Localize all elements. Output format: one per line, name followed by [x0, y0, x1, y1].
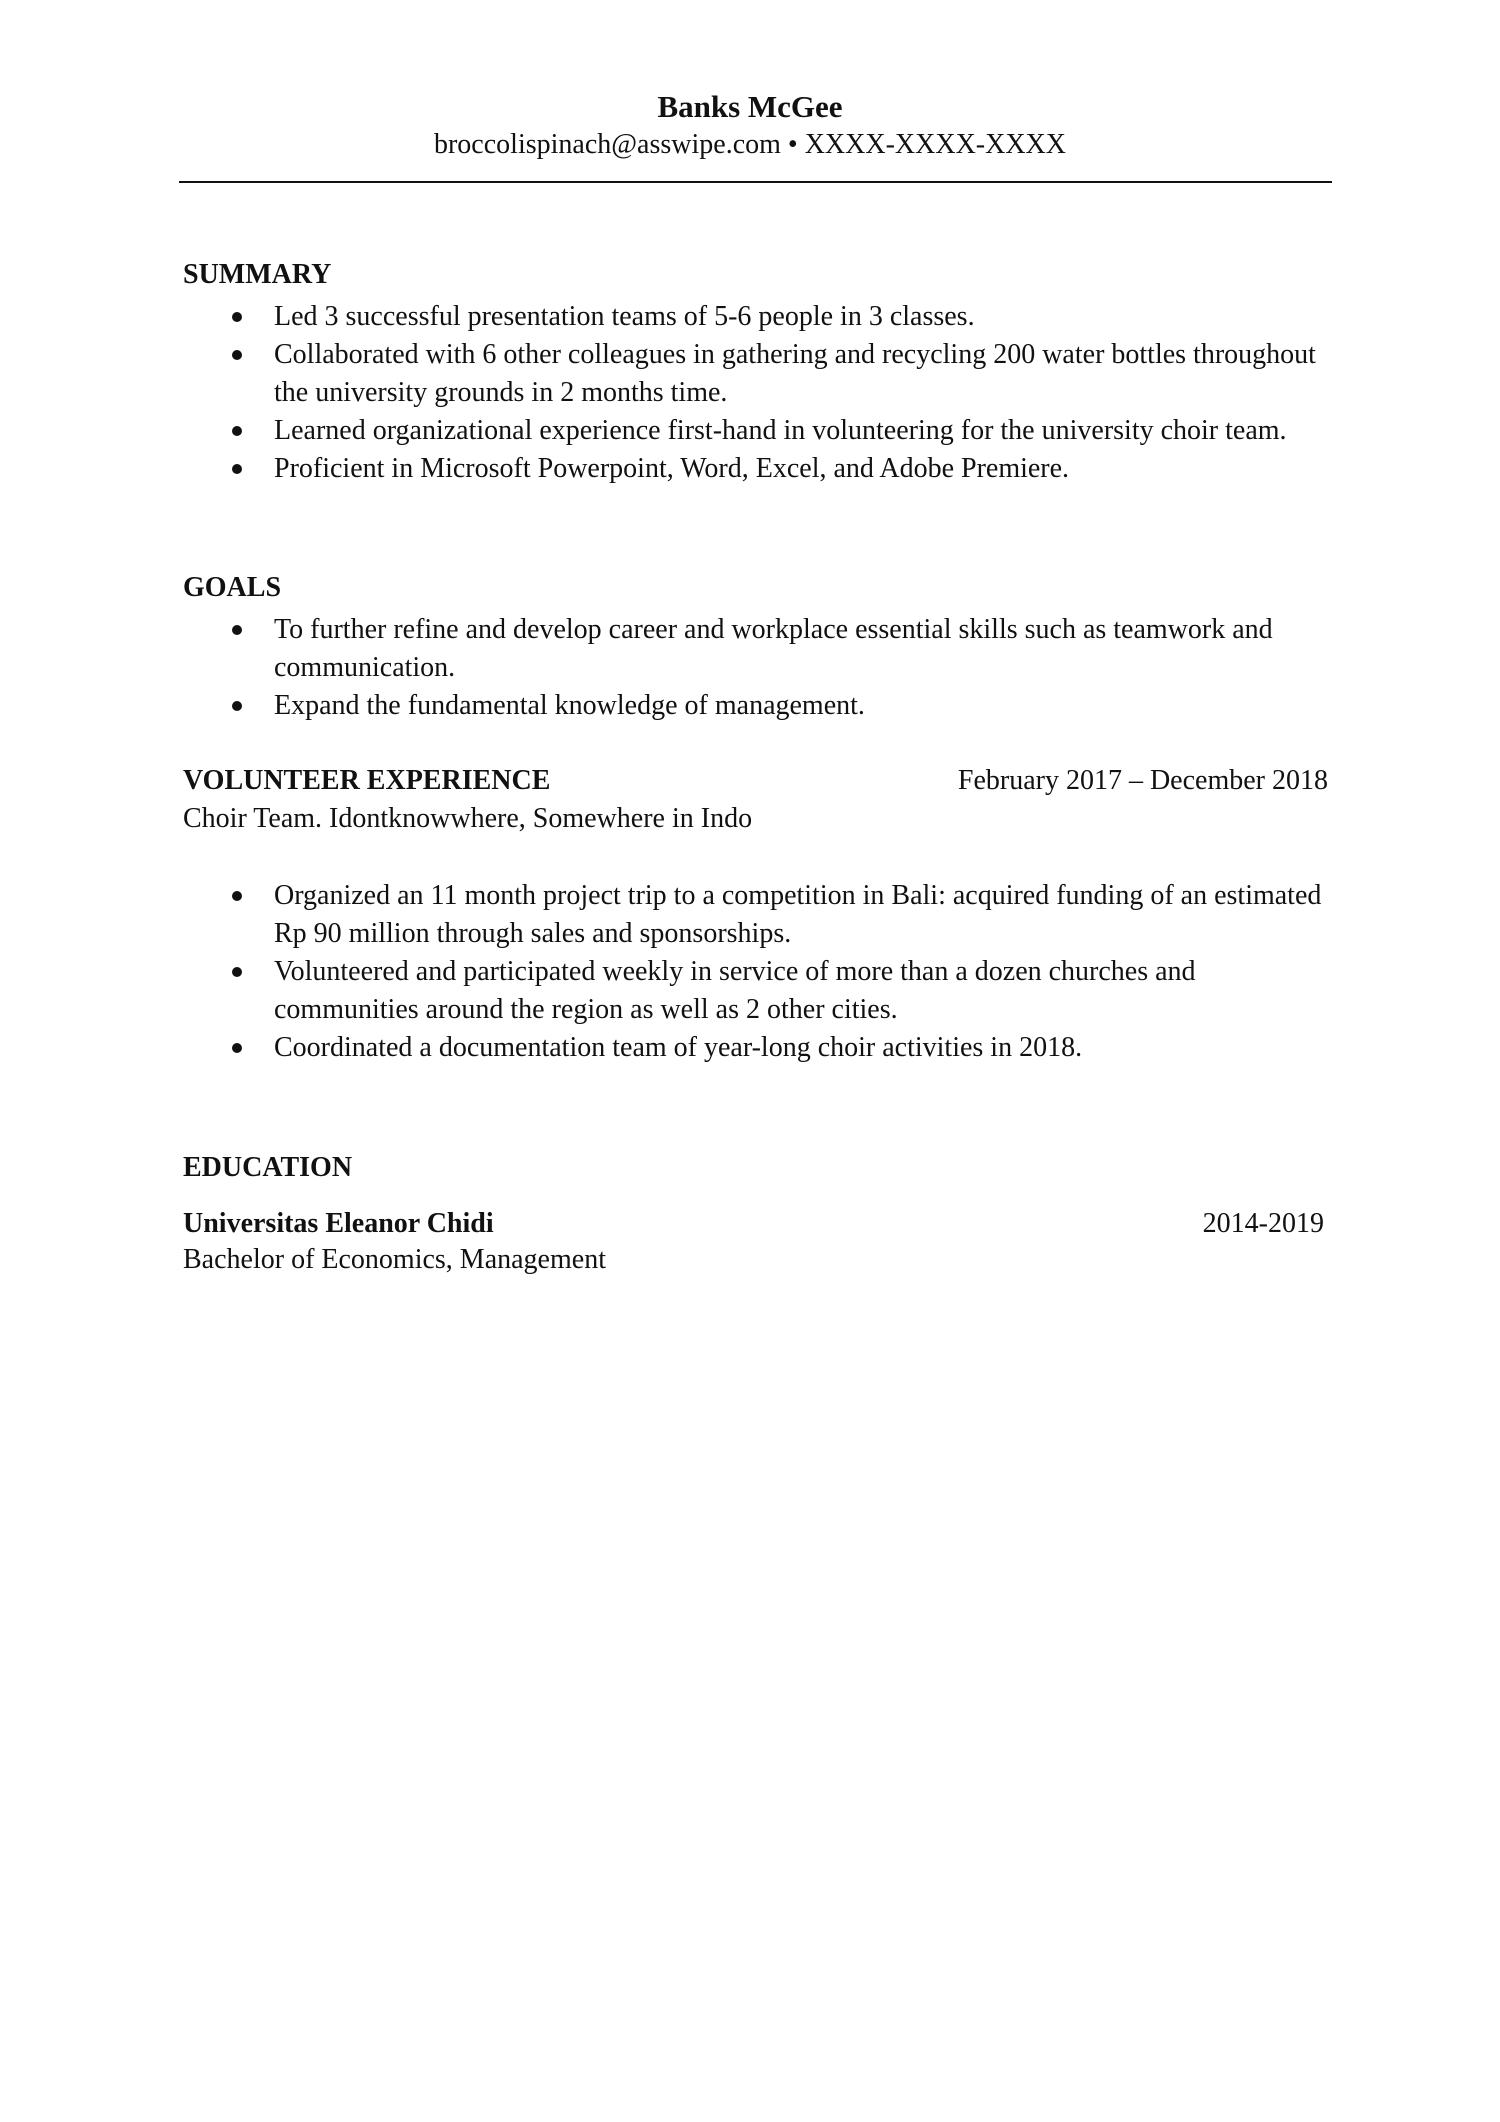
bullet-icon — [232, 426, 242, 436]
volunteer-heading: VOLUNTEER EXPERIENCE — [183, 765, 551, 796]
list-item-text: To further refine and develop career and workplace essential skills such as teamwork and communication. — [274, 614, 1273, 683]
volunteer-dates: February 2017 – December 2018 — [957, 765, 1328, 796]
contact-line: broccolispinach@asswipe.com • XXXX-XXXX-XXXX — [433, 129, 1066, 160]
list-item — [0, 450, 1500, 488]
list-item-text: Proficient in Microsoft Powerpoint, Word, Excel, and Adobe Premiere. — [274, 453, 1070, 484]
volunteer-organization: Choir Team. Idontknowwhere, Somewhere in Indo — [183, 803, 753, 834]
education-heading: EDUCATION — [183, 1152, 353, 1183]
goals-heading: GOALS — [183, 572, 282, 603]
list-item-text: Volunteered and participated weekly in service of more than a dozen churches and communities around the region as well as 2 other cities. — [274, 956, 1196, 1025]
bullet-icon — [232, 1043, 242, 1053]
education-years: 2014-2019 — [1202, 1208, 1324, 1239]
bullet-icon — [232, 312, 242, 322]
list-item — [0, 687, 1500, 725]
list-item — [0, 1029, 1500, 1067]
volunteer-list — [0, 877, 1500, 1067]
list-item-text: Collaborated with 6 other colleagues in gathering and recycling 200 water bottles throughout the university grounds in 2 months time. — [274, 339, 1316, 408]
bullet-icon — [232, 891, 242, 901]
education-degree: Bachelor of Economics, Management — [183, 1244, 606, 1275]
list-item — [0, 336, 1500, 412]
summary-list — [0, 298, 1500, 488]
bullet-icon — [232, 350, 242, 360]
list-item-text: Organized an 11 month project trip to a competition in Bali: acquired funding of an estimated Rp 90 million through sales and sponsorships. — [274, 880, 1322, 949]
list-item — [0, 298, 1500, 336]
bullet-icon — [232, 625, 242, 635]
goals-list — [0, 611, 1500, 725]
header-divider — [179, 181, 1332, 183]
candidate-name: Banks McGee — [657, 89, 843, 124]
list-item-text: Led 3 successful presentation teams of 5-6 people in 3 classes. — [274, 301, 975, 332]
list-item — [0, 611, 1500, 687]
list-item — [0, 877, 1500, 953]
list-item-text: Coordinated a documentation team of year-long choir activities in 2018. — [274, 1032, 1083, 1063]
list-item — [0, 412, 1500, 450]
summary-heading: SUMMARY — [183, 259, 332, 290]
bullet-icon — [232, 701, 242, 711]
education-school: Universitas Eleanor Chidi — [183, 1208, 494, 1239]
bullet-icon — [232, 464, 242, 474]
bullet-icon — [232, 967, 242, 977]
list-item-text: Expand the fundamental knowledge of management. — [274, 690, 865, 721]
list-item — [0, 953, 1500, 1029]
list-item-text: Learned organizational experience first-hand in volunteering for the university choir team. — [274, 415, 1287, 446]
